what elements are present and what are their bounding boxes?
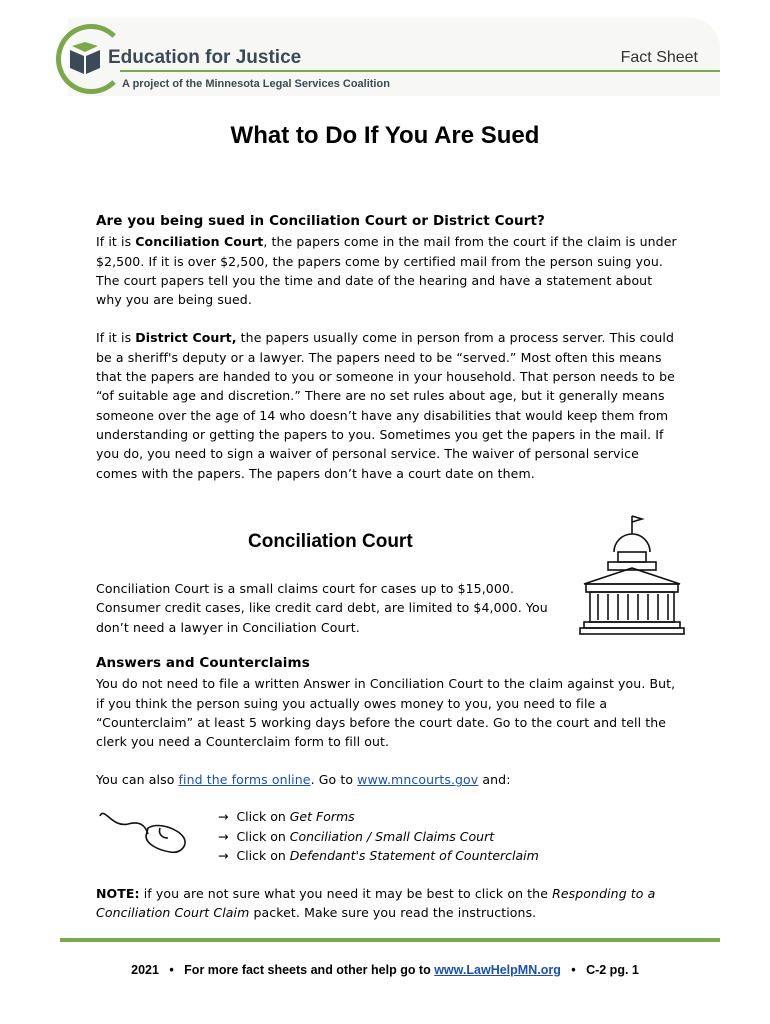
steps-list	[218, 807, 539, 866]
doc-type-label: Fact Sheet	[620, 49, 698, 66]
answers-paragraph: You do not need to file a written Answer in Conciliation Court to the claim against you. But, if you think the person suing you actually owes money to you, you need to file a “Counterclaim” at least 5 working days before the court date. Go to the court and tell the clerk you need a Counterclaim form to fill out.	[96, 676, 676, 750]
section-heading: Are you being sued in Conciliation Court or District Court?	[96, 213, 545, 229]
answers-heading: Answers and Counterclaims	[96, 655, 310, 671]
forms-paragraph: You can also find the forms online. Go to www.mncourts.gov and:	[96, 772, 511, 788]
conciliation-heading: Conciliation Court	[248, 531, 413, 552]
list-item: → Click on Defendant's Statement of Counterclaim	[218, 848, 539, 864]
paragraph-conciliation: If it is Conciliation Court, the papers come in the mail from the court if the claim is under $2,500. If it is over $2,500, the papers come by certified mail from the person suing you. The court papers tell you the time and date of the hearing and have a statement about why you are being sued.	[96, 234, 677, 308]
lawhelpmn-link[interactable]: www.LawHelpMN.org	[434, 963, 561, 977]
brand-name: Education for Justice	[108, 47, 302, 68]
note-paragraph: NOTE: if you are not sure what you need it may be best to click on the Responding to a Conciliation Court Claim packet. Make sure you read the instructions.	[96, 886, 656, 921]
mncourts-link[interactable]: www.mncourts.gov	[357, 772, 479, 788]
computer-mouse-icon	[98, 808, 188, 858]
footer-rule	[60, 938, 720, 942]
brand-tagline: A project of the Minnesota Legal Services Coalition	[122, 78, 390, 90]
book-logo-icon	[68, 42, 102, 76]
list-item: → Click on Conciliation / Small Claims Court	[218, 828, 495, 844]
page-title: What to Do If You Are Sued	[230, 122, 540, 149]
section-court-type	[96, 212, 681, 483]
page-footer: 2021 • For more fact sheets and other help go to www.LawHelpMN.org • C-2 pg. 1	[131, 963, 639, 977]
conciliation-intro: Conciliation Court is a small claims court for cases up to $15,000. Consumer credit cases, like credit card debt, are limited to $4,000. You don’t need a lawyer in Conciliation Court.	[96, 581, 548, 635]
list-item: → Click on Get Forms	[218, 809, 355, 824]
header-rule	[120, 70, 720, 72]
courthouse-icon	[578, 512, 686, 644]
find-forms-link[interactable]: find the forms online	[178, 772, 311, 788]
paragraph-district: If it is District Court, the papers usually come in person from a process server. This could be a sheriff's deputy or a lawyer. The papers need to be “served.” Most often this means that the papers are handed to you or someone in your household. That person needs to be “of suitable age and discretion.” There are no set rules about age, but it generally means someone over the age of 14 who doesn’t have any disabilities that would keep them from understanding or getting the papers to you. Sometimes you get the papers in the mail. If you do, you need to sign a waiver of personal service. The waiver of personal service comes with the papers. The papers don’t have a court date on them.	[96, 330, 675, 481]
answers-section	[96, 654, 681, 790]
